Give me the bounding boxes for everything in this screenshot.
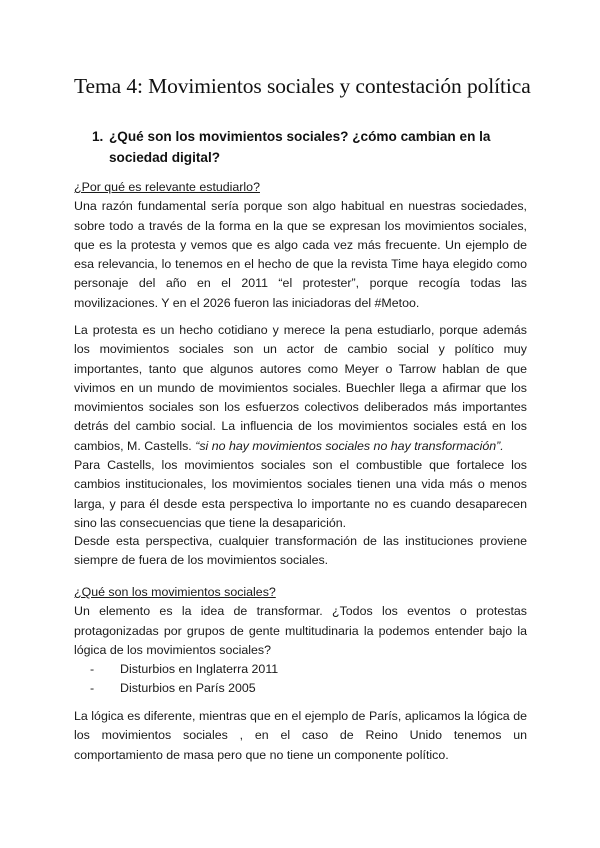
section-heading <box>92 126 532 168</box>
paragraph-castells: Para Castells, los movimientos sociales son el combustible que fortalece los cambios institucionales, los movimientos sociales tienen una vida más o menos larga, y para él desde esta perspectiva lo importante no es cuando desaparecen sino las consecuencias que tiene la desaparición. <box>74 458 527 530</box>
paragraph-protest <box>74 321 527 456</box>
block-definition <box>74 583 527 699</box>
block-logic <box>74 707 527 765</box>
list-item <box>74 660 527 679</box>
document-title: Tema 4: Movimientos sociales y contestación política <box>74 74 531 98</box>
paragraph-relevance: Una razón fundamental sería porque son algo habitual en nuestras sociedades, sobre todo a través de la forma en la que se expresan los movimientos sociales, que es la protesta y vemos que es algo cada vez más frecuente. Un ejemplo de esa relevancia, lo tenemos en el hecho de que la revista Time haya elegido como personaje del año en el 2011 “el protester”, porque recogía todas las movilizaciones. Y en el 2026 fueron las iniciadoras del #Metoo. <box>74 199 527 310</box>
subheading-relevance: ¿Por qué es relevante estudiarlo? <box>74 180 260 194</box>
block-perspective <box>74 532 527 571</box>
block-relevance <box>74 178 527 313</box>
block-protest <box>74 321 527 533</box>
bullet-marker: - <box>90 681 95 696</box>
subheading-definition: ¿Qué son los movimientos sociales? <box>74 585 276 599</box>
paragraph-logic: La lógica es diferente, mientras que en el ejemplo de París, aplicamos la lógica de los movimientos sociales , en el caso de Reino Unido tenemos un comportamiento de masa pero que no tiene un componente político. <box>74 709 527 762</box>
list-item-text: Disturbios en París 2005 <box>120 681 256 696</box>
bullet-marker: - <box>90 662 95 677</box>
list-item-text: Disturbios en Inglaterra 2011 <box>120 662 279 677</box>
bullet-list <box>74 660 527 699</box>
paragraph-perspective: Desde esta perspectiva, cualquier transformación de las instituciones proviene siempre de fuera de los movimientos sociales. <box>74 534 527 568</box>
paragraph-protest-text: La protesta es un hecho cotidiano y merece la pena estudiarlo, porque además los movimientos sociales son un actor de cambio social y político muy importantes, tanto que algunos autores como Meyer o Tarrow hablan de que vivimos en un mundo de movimientos sociales. Buechler llega a afirmar que los movimientos sociales son los esfuerzos colectivos deliberados más importantes detrás del cambio social. La influencia de los movimientos sociales está en los cambios, M. Castells. <box>74 323 527 453</box>
paragraph-definition: Un elemento es la idea de transformar. ¿Todos los eventos o protestas protagonizadas por grupos de gente multitudinaria la podemos entender bajo la lógica de los movimientos sociales? <box>74 604 527 657</box>
list-item <box>74 679 527 698</box>
section-number: 1. <box>92 129 104 144</box>
section-heading-text: ¿Qué son los movimientos sociales? ¿cómo cambian en la sociedad digital? <box>109 129 491 165</box>
castells-quote: “si no hay movimientos sociales no hay transformación”. <box>195 438 504 453</box>
